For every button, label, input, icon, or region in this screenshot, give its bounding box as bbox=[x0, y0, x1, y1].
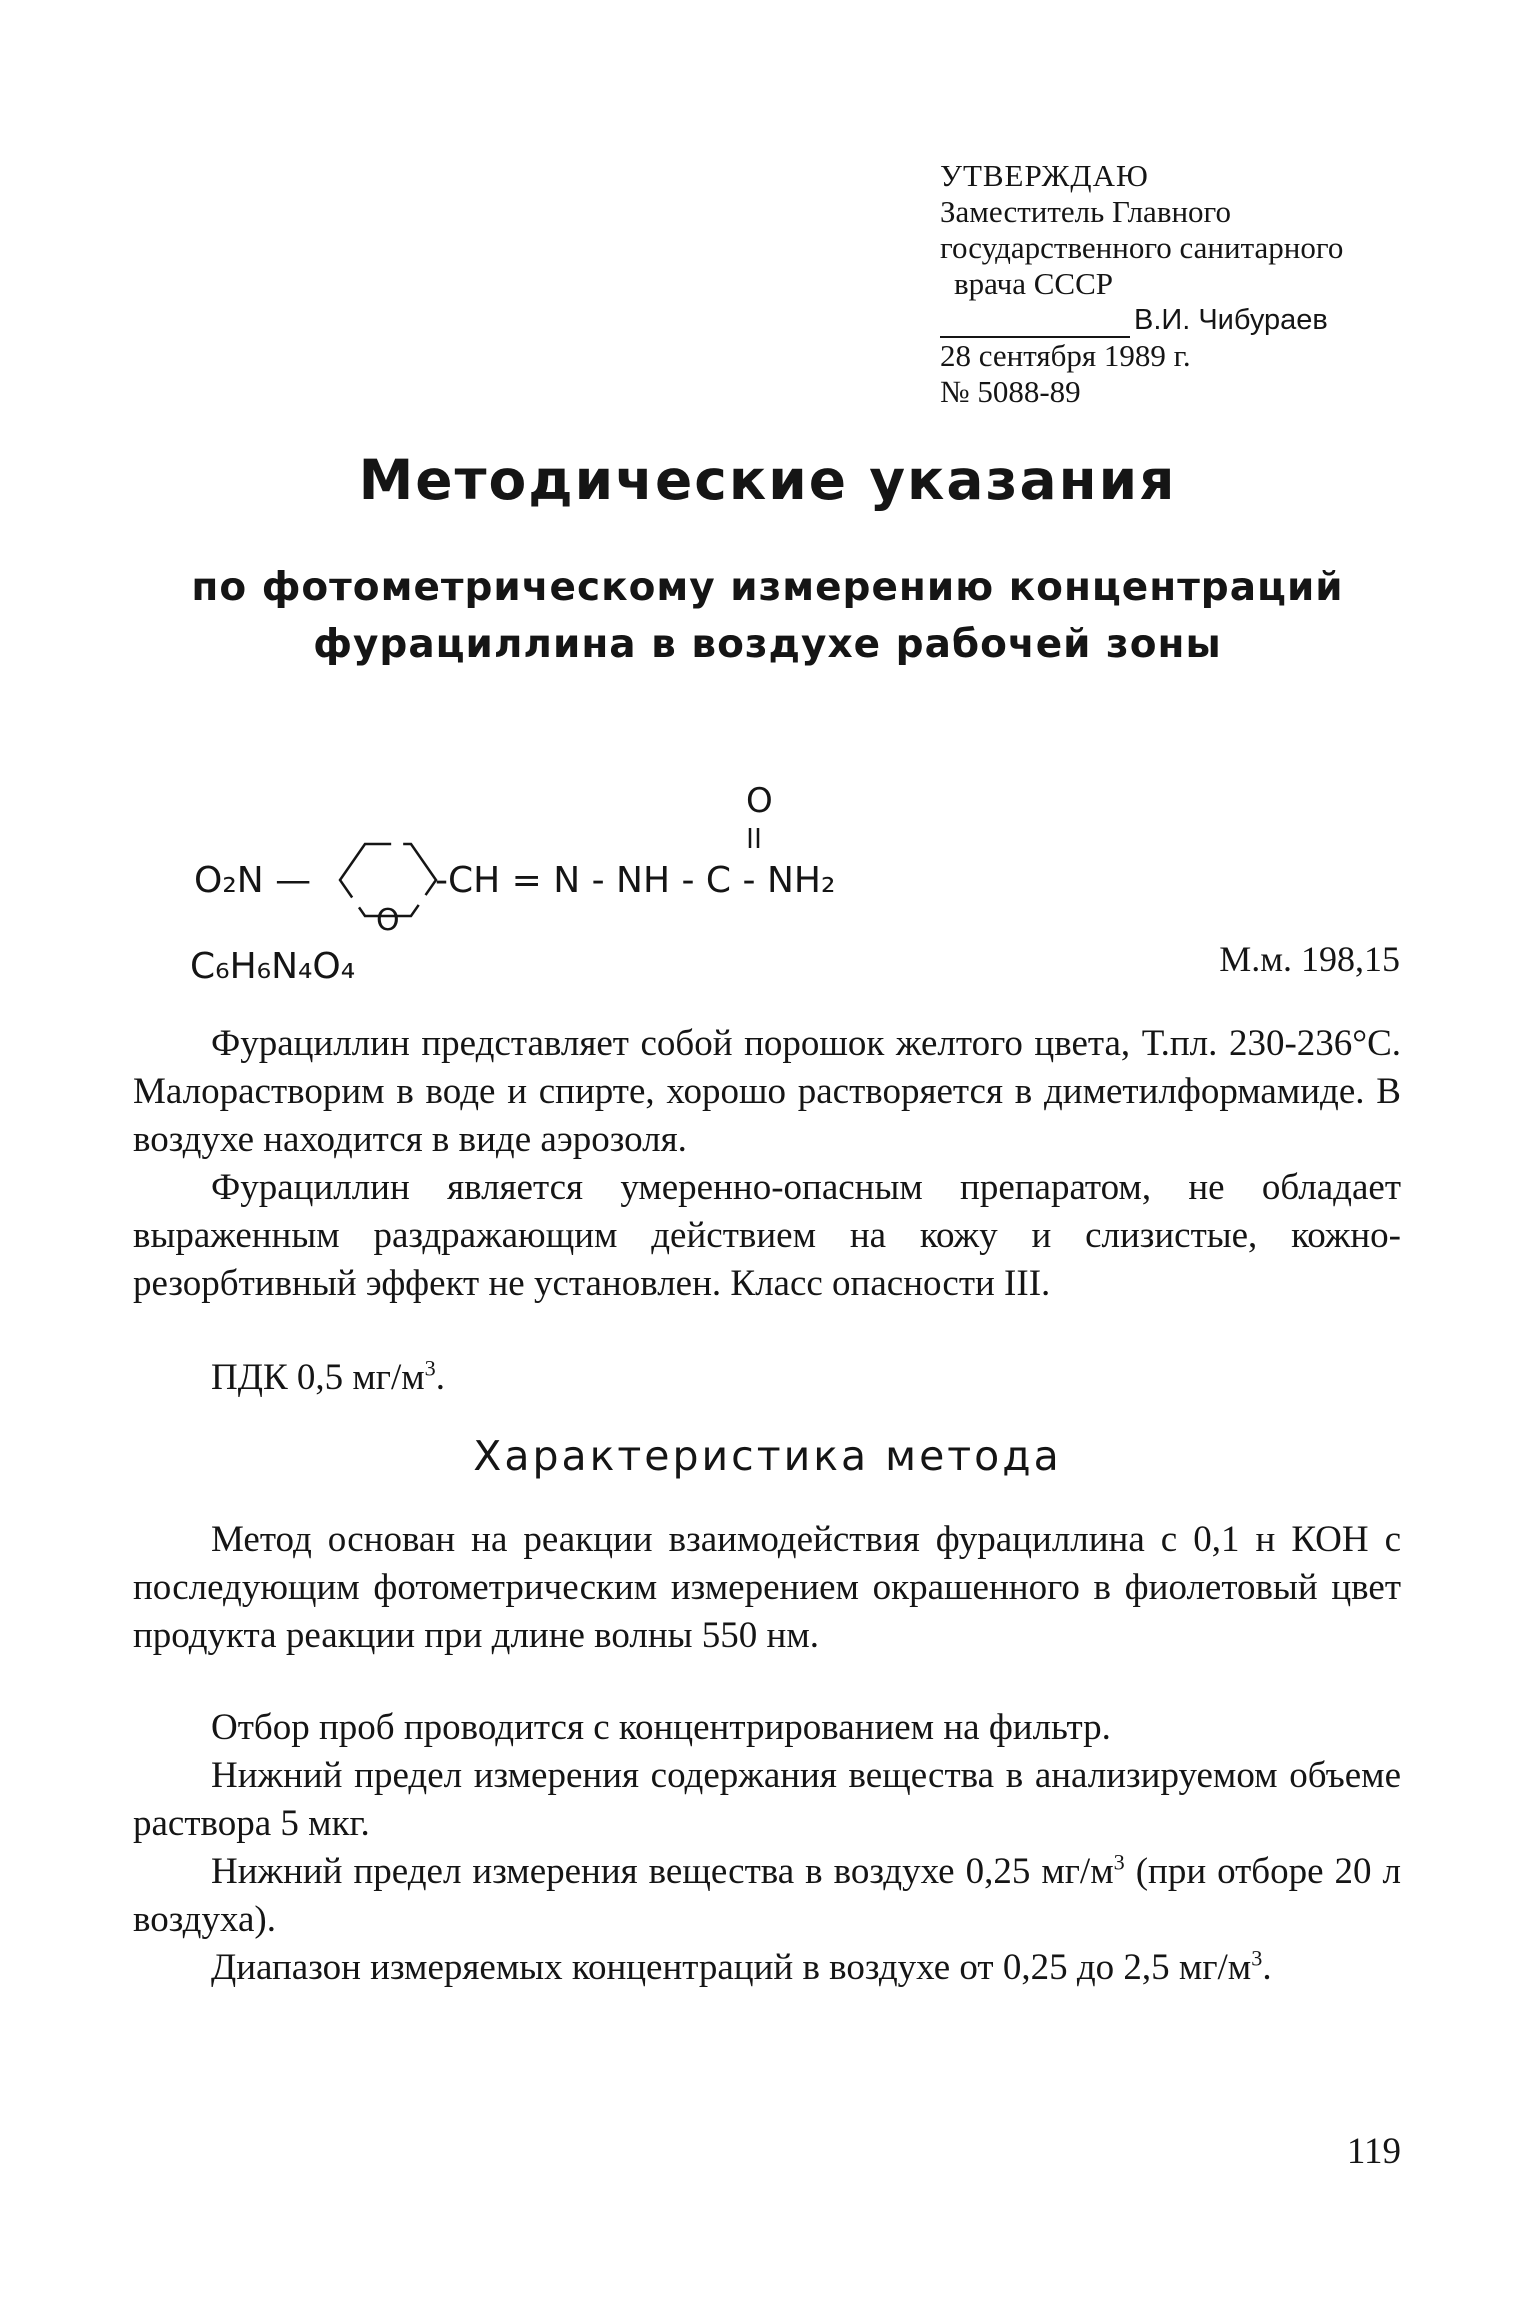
method-paragraph-4 bbox=[133, 1848, 1401, 1944]
document-subtitle-line-2: фурациллина в воздухе рабочей зоны bbox=[313, 622, 1222, 667]
approval-line-2: государственного санитарного bbox=[940, 230, 1344, 265]
method-paragraph-5-sup: 3 bbox=[1251, 1945, 1263, 1971]
mac-value-end: . bbox=[435, 1357, 446, 1398]
mac-value-sup: 3 bbox=[424, 1355, 436, 1381]
approval-block bbox=[940, 158, 1410, 410]
method-paragraph-5-end: . bbox=[1262, 1947, 1272, 1988]
approval-number: № 5088-89 bbox=[940, 374, 1081, 409]
method-paragraph-1 bbox=[133, 1516, 1401, 1660]
method-paragraph-2-text: Отбор проб проводится с концентрированием на фильтр. bbox=[211, 1707, 1111, 1748]
molecular-formula: C₆H₆N₄O₄ bbox=[190, 946, 356, 987]
signature-line bbox=[940, 302, 1410, 338]
description-paragraph-2-text: Фурациллин является умеренно-опасным препаратом, не обладает выраженным раздражающим действием на кожу и слизистые, кожно-резорбтивный эффект не установлен. Класс опасности III. bbox=[133, 1167, 1401, 1304]
furan-ring-oxygen: O bbox=[376, 903, 400, 938]
description-paragraph-1 bbox=[133, 1020, 1401, 1164]
method-paragraph-3-text: Нижний предел измерения содержания вещества в анализируемом объеме раствора 5 мкг. bbox=[133, 1755, 1401, 1844]
method-paragraph-5-text: Диапазон измеряемых концентраций в воздухе от 0,25 до 2,5 мг/м bbox=[211, 1947, 1252, 1988]
method-paragraph-4-sup: 3 bbox=[1113, 1849, 1125, 1875]
mac-value bbox=[133, 1354, 1401, 1402]
page-number: 119 bbox=[1346, 2131, 1401, 2172]
approval-date: 28 сентября 1989 г. bbox=[940, 338, 1191, 373]
method-paragraph-4-end: (при отборе 20 л воздуха). bbox=[133, 1851, 1401, 1940]
approval-line-1: Заместитель Главного bbox=[940, 194, 1231, 229]
method-paragraph-2 bbox=[133, 1704, 1401, 1752]
method-paragraph-3 bbox=[133, 1752, 1401, 1848]
approval-header: УТВЕРЖДАЮ bbox=[940, 158, 1149, 193]
nitro-group: O₂N — bbox=[194, 860, 312, 901]
document-title: Методические указания bbox=[358, 448, 1177, 512]
description-paragraph-1-text: Фурациллин представляет собой порошок желтого цвета, Т.пл. 230-236°С. Малорастворим в воде и спирте, хорошо растворяется в диметилформамиде. В воздухе находится в виде аэрозоля. bbox=[133, 1023, 1401, 1160]
structural-formula bbox=[180, 770, 960, 1000]
mac-value-text: ПДК 0,5 мг/м bbox=[211, 1357, 425, 1398]
molar-mass: М.м. 198,15 bbox=[1219, 939, 1400, 979]
signature-blank bbox=[940, 308, 1130, 338]
method-paragraph-4-text: Нижний предел измерения вещества в воздухе 0,25 мг/м bbox=[211, 1851, 1114, 1892]
signatory-name: В.И. Чибураев bbox=[1134, 304, 1328, 336]
formula-chain: -CH = N - NH - C - NH₂ bbox=[435, 860, 836, 901]
approval-line-3: врача СССР bbox=[954, 266, 1114, 301]
method-paragraph-1-text: Метод основан на реакции взаимодействия фурациллина с 0,1 н КОН с последующим фотометрическим измерением окрашенного в фиолетовый цвет продукта реакции при длине волны 550 нм. bbox=[133, 1519, 1401, 1656]
method-paragraph-5 bbox=[133, 1944, 1401, 1992]
description-paragraph-2 bbox=[133, 1164, 1401, 1308]
carbonyl-oxygen: O bbox=[746, 781, 773, 821]
document-subtitle-line-1: по фотометрическому измерению концентраций bbox=[191, 565, 1344, 610]
section-heading: Характеристика метода bbox=[473, 1432, 1062, 1480]
